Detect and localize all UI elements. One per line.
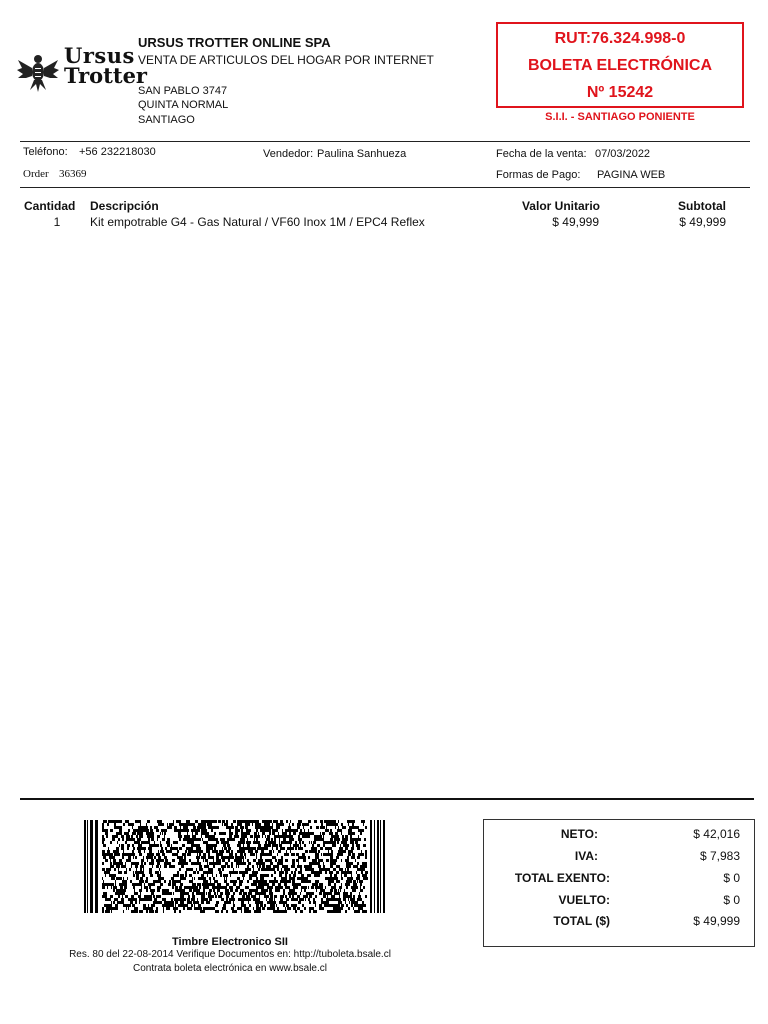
totals-box: [483, 819, 755, 947]
meta-rule: [20, 187, 750, 188]
sii-office: S.I.I. - SANTIAGO PONIENTE: [545, 111, 695, 123]
footer-rule: [20, 798, 754, 800]
sale-date-label: Fecha de la venta:: [496, 148, 587, 160]
exento-label: TOTAL EXENTO:: [514, 871, 610, 885]
seller-value: Paulina Sanhueza: [317, 148, 407, 160]
vuelto-value: $ 0: [723, 893, 740, 907]
company-address: SAN PABLO 3747: [138, 85, 228, 97]
header-description: Descripción: [90, 199, 159, 213]
pdf417-barcode-graphic: [84, 820, 386, 913]
header-subtotal: Subtotal: [678, 199, 726, 213]
phone-value: +56 232218030: [79, 146, 156, 158]
order-label: Order: [23, 168, 49, 180]
row-unit-price: $ 49,999: [552, 215, 599, 229]
company-name: URSUS TROTTER ONLINE SPA: [138, 35, 331, 50]
header-quantity: Cantidad: [24, 199, 76, 213]
promo-text: Contrata boleta electrónica en www.bsale.cl: [133, 963, 327, 974]
vuelto-label: VUELTO:: [558, 893, 610, 907]
phone-label: Teléfono:: [23, 146, 68, 158]
total-value: $ 49,999: [693, 914, 740, 928]
total-label: TOTAL ($): [553, 914, 610, 928]
logo-wordmark-bottom: Trotter: [64, 63, 147, 88]
document-rut: RUT:76.324.998-0: [554, 30, 686, 47]
header-unit-price: Valor Unitario: [521, 199, 600, 213]
row-description: Kit empotrable G4 - Gas Natural / VF60 Inox 1M / EPC4 Reflex: [90, 215, 425, 229]
iva-value: $ 7,983: [699, 849, 740, 863]
company-commune: QUINTA NORMAL: [138, 99, 229, 111]
company-activity: VENTA DE ARTICULOS DEL HOGAR POR INTERNET: [138, 53, 434, 67]
iva-label: IVA:: [574, 849, 598, 863]
payment-label: Formas de Pago:: [496, 169, 581, 181]
document-id-box: [496, 22, 744, 108]
document-type: BOLETA ELECTRÓNICA: [528, 57, 712, 74]
logo-wordmark-top: Ursus: [64, 43, 135, 68]
order-value: 36369: [59, 168, 87, 180]
neto-value: $ 42,016: [693, 827, 740, 841]
company-logo: [14, 42, 147, 102]
payment-value: PAGINA WEB: [597, 169, 666, 181]
exento-value: $ 0: [723, 871, 740, 885]
header-rule: [20, 141, 750, 142]
sale-date-value: 07/03/2022: [595, 148, 651, 160]
document-number: Nº 15242: [586, 84, 654, 101]
row-quantity: 1: [53, 215, 61, 229]
pdf417-barcode: [84, 820, 386, 913]
seller-label: Vendedor:: [263, 148, 314, 160]
neto-label: NETO:: [560, 827, 598, 841]
resolution-text: Res. 80 del 22-08-2014 Verifique Documentos en: http://tuboleta.bsale.cl: [69, 949, 391, 960]
company-city: SANTIAGO: [138, 114, 195, 126]
row-subtotal: $ 49,999: [679, 215, 726, 229]
stamp-title: Timbre Electronico SII: [172, 936, 288, 948]
